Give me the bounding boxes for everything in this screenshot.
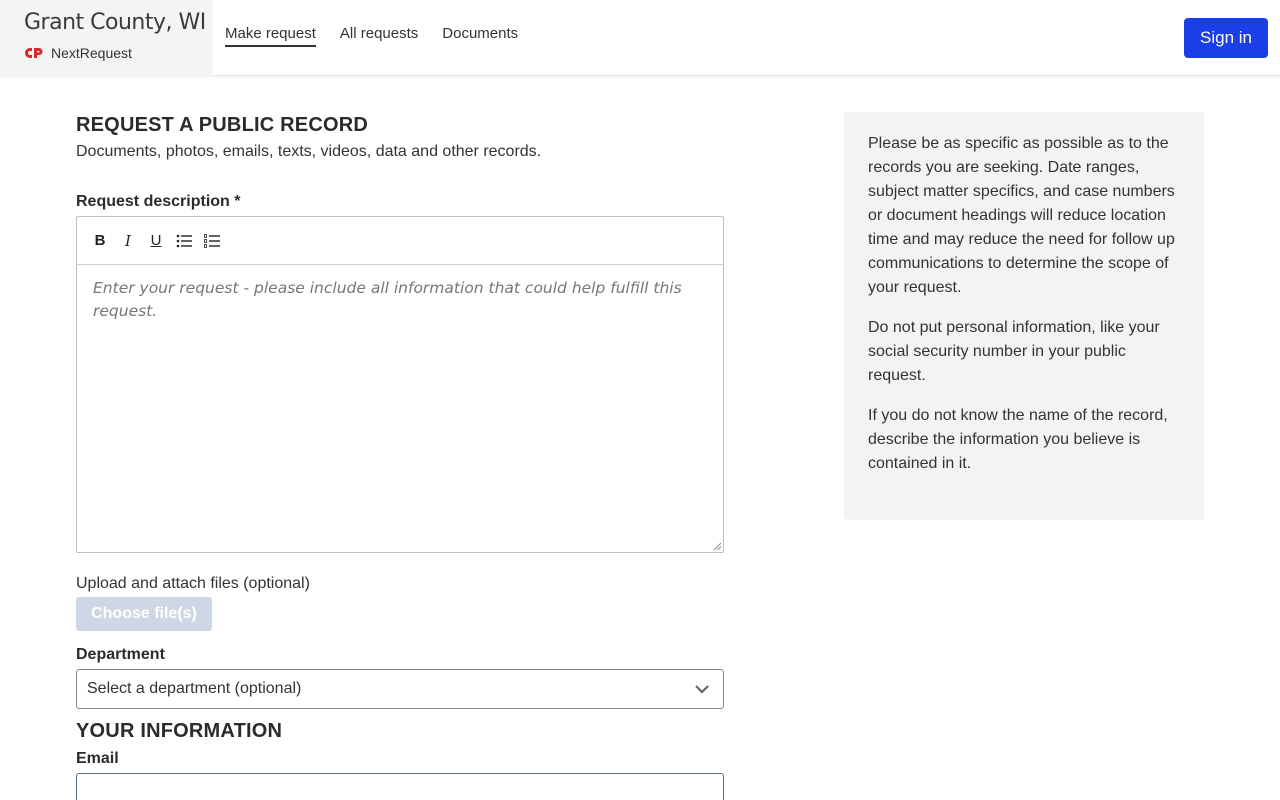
sign-in-button[interactable]: Sign in xyxy=(1184,18,1268,58)
choose-files-button[interactable]: Choose file(s) xyxy=(76,597,212,631)
page-title: REQUEST A PUBLIC RECORD xyxy=(76,114,369,136)
your-information-title: YOUR INFORMATION xyxy=(76,720,283,742)
bullet-list-icon[interactable] xyxy=(175,232,193,250)
department-select[interactable] xyxy=(76,669,724,709)
email-field[interactable] xyxy=(76,773,724,800)
resize-handle-icon[interactable] xyxy=(713,542,721,550)
upload-label: Upload and attach files (optional) xyxy=(76,575,310,592)
product-name: NextRequest xyxy=(51,45,132,61)
page-subtitle: Documents, photos, emails, texts, videos, data and other records. xyxy=(76,143,542,160)
nav-documents[interactable]: Documents xyxy=(442,25,519,42)
guidance-panel xyxy=(844,112,1204,520)
request-form-header xyxy=(76,114,724,161)
bold-icon[interactable]: B xyxy=(94,232,106,249)
nav-make-request[interactable]: Make request xyxy=(225,25,316,47)
chevron-down-icon xyxy=(695,682,709,696)
guidance-paragraph: Do not put personal information, like your social security number in your public request. xyxy=(868,319,1160,384)
description-label-text: Request description xyxy=(76,193,230,210)
brand-block[interactable] xyxy=(0,0,213,76)
product-brand xyxy=(24,45,132,61)
editor-toolbar xyxy=(77,217,723,265)
main-nav xyxy=(225,25,518,47)
top-header xyxy=(0,0,1280,76)
nav-all-requests[interactable]: All requests xyxy=(339,25,419,42)
italic-icon[interactable]: I xyxy=(125,231,131,250)
description-label xyxy=(76,193,241,211)
guidance-paragraph: If you do not know the name of the record, describe the information you believe is contained in it. xyxy=(868,407,1168,472)
numbered-list-icon[interactable] xyxy=(203,232,221,250)
org-name: Grant County, WI xyxy=(24,10,206,35)
description-textarea[interactable]: Enter your request - please include all information that could help fulfill this request. xyxy=(93,279,682,320)
email-label: Email xyxy=(76,750,119,767)
nextrequest-logo-icon xyxy=(24,47,45,59)
guidance-paragraph: Please be as specific as possible as to the records you are seeking. Date ranges, subject matter specifics, and case numbers or document headings will reduce location time and may reduce the need for follow up communications to determine the scope of your request. xyxy=(868,135,1175,296)
request-description-editor xyxy=(76,216,724,553)
department-selected-value: Select a department (optional) xyxy=(87,680,302,697)
required-marker: * xyxy=(234,193,241,210)
department-label: Department xyxy=(76,646,165,663)
underline-icon[interactable]: U xyxy=(150,232,162,249)
